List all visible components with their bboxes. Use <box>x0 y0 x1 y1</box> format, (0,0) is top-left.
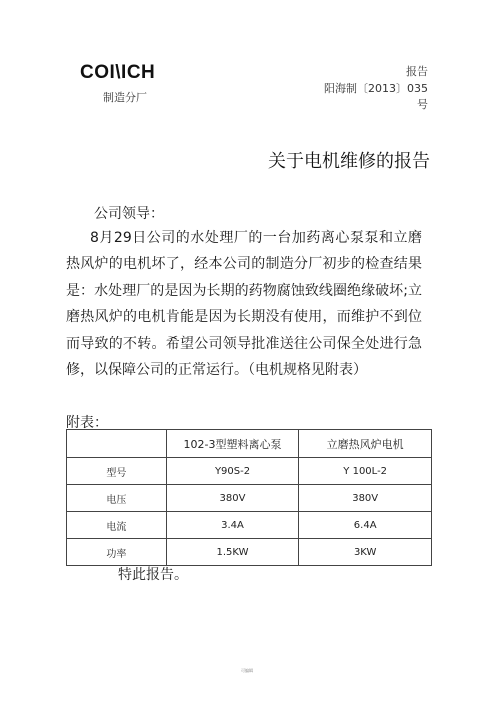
table-cell: 380V <box>166 485 299 512</box>
table-cell: Y 100L-2 <box>299 458 432 485</box>
table-cell: 3KW <box>299 539 432 566</box>
table-header-cell: 102-3型塑料离心泵 <box>166 430 299 458</box>
table-header-cell: 立磨热风炉电机 <box>299 430 432 458</box>
table-row-label: 电流 <box>67 512 167 539</box>
salutation: 公司领导： <box>94 206 164 222</box>
document-title: 关于电机维修的报告 <box>268 151 430 172</box>
table-cell: Y90S-2 <box>166 458 299 485</box>
appendix-label: 附表： <box>66 415 108 431</box>
table-row <box>67 485 432 512</box>
table-row <box>67 539 432 566</box>
table-header-cell <box>67 430 167 458</box>
table-row-label: 型号 <box>67 458 167 485</box>
table-cell: 1.5KW <box>166 539 299 566</box>
spec-table <box>66 429 432 566</box>
doc-number: 阳海制〔2013〕035 <box>324 82 428 95</box>
company-logo: COI\ICH <box>80 62 156 83</box>
table-cell: 380V <box>299 485 432 512</box>
doc-type: 报告 <box>406 65 428 78</box>
table-row-label: 电压 <box>67 485 167 512</box>
table-header-row <box>67 430 432 458</box>
table-row <box>67 458 432 485</box>
closing-line: 特此报告。 <box>118 567 188 583</box>
table-row <box>67 512 432 539</box>
table-cell: 3.4A <box>166 512 299 539</box>
department-name: 制造分厂 <box>103 91 147 104</box>
footer-watermark: 可编辑 <box>241 668 253 673</box>
body-paragraph: 8月29日公司的水处理厂的一台加药离心泵泵和立磨热风炉的电机坏了，经本公司的制造分厂初步的检查结果是：水处理厂的是因为长期的药物腐蚀致线圈绝缘破坏;立磨热风炉的电机肯能是因为长期没有使用，而维护不到位而导致的不转。希望公司领导批准送往公司保全处进行急修，以保障公司的正常运行。（电机规格见附表） <box>66 230 422 379</box>
table-cell: 6.4A <box>299 512 432 539</box>
table-row-label: 功率 <box>67 539 167 566</box>
doc-number-suffix: 号 <box>417 98 428 111</box>
